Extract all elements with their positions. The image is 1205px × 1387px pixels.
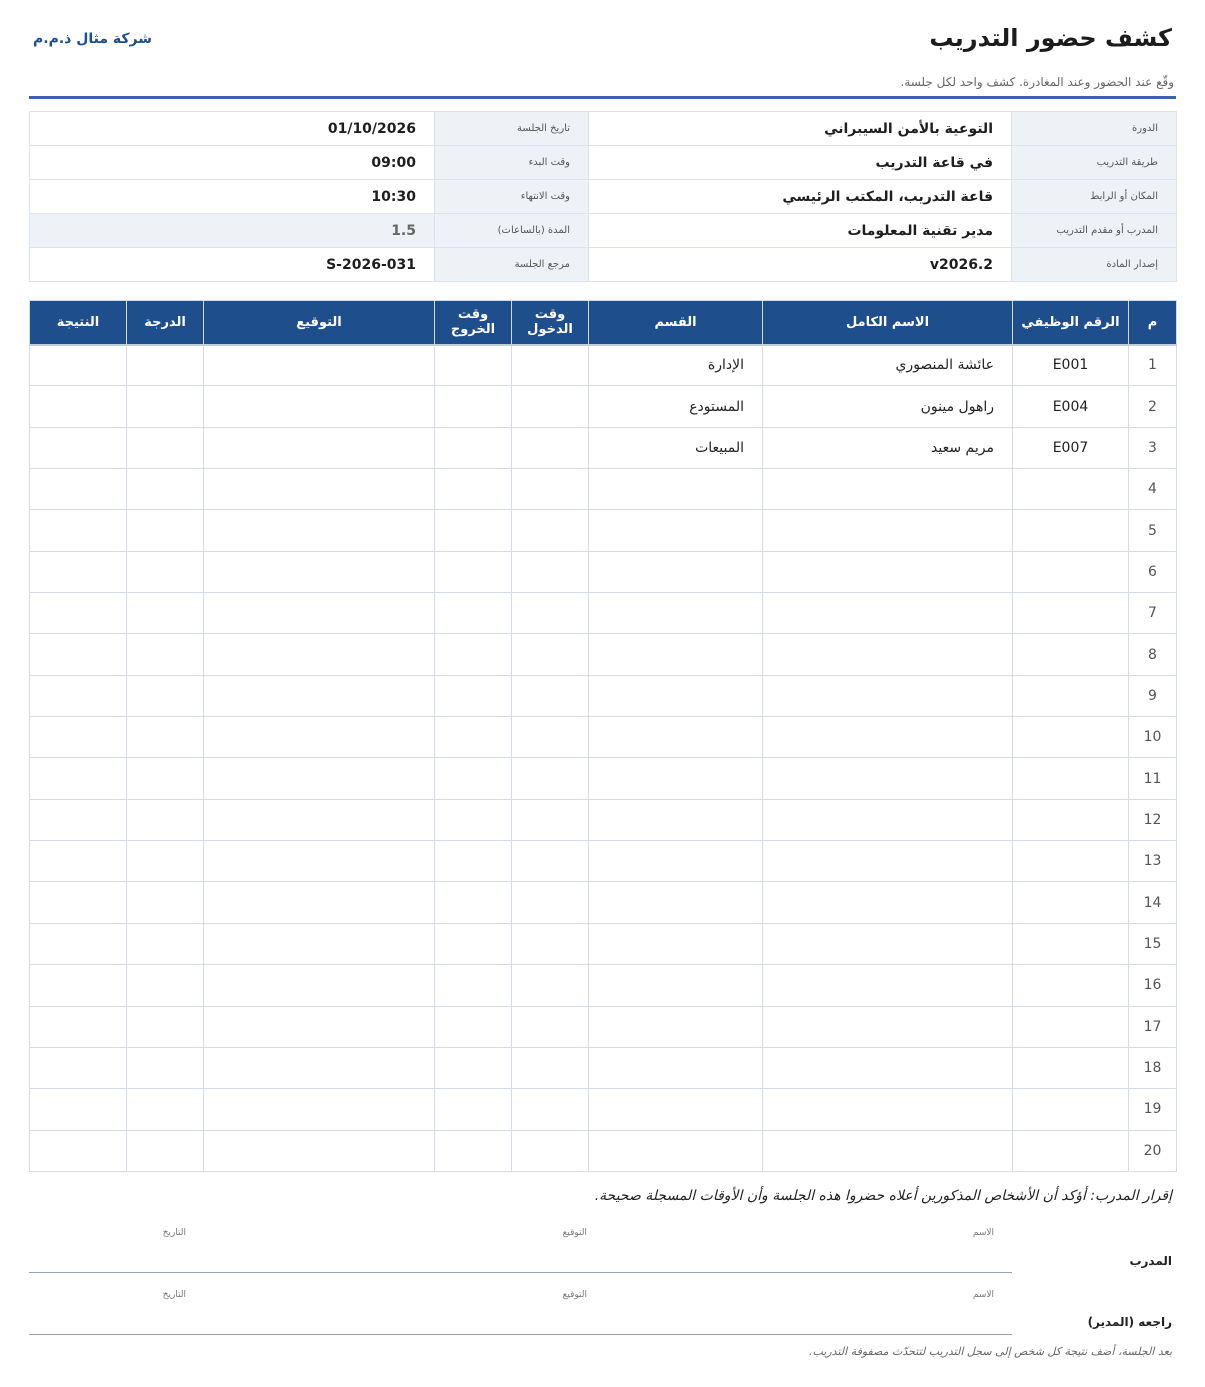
- time-in-cell[interactable]: [512, 634, 589, 675]
- time-in-cell[interactable]: [512, 923, 589, 964]
- time-out-cell[interactable]: [435, 799, 512, 840]
- table-row: [30, 1006, 1177, 1047]
- department-cell[interactable]: المبيعات: [589, 427, 763, 468]
- signature-cell[interactable]: [204, 799, 435, 840]
- employee-id-cell[interactable]: [1013, 469, 1129, 510]
- result-cell[interactable]: [30, 841, 127, 882]
- method-value[interactable]: في قاعة التدريب: [589, 146, 1012, 180]
- signature-cell[interactable]: [204, 510, 435, 551]
- score-cell[interactable]: [127, 717, 204, 758]
- trainer-signature-label: التوقيع: [562, 1228, 587, 1238]
- department-cell[interactable]: [589, 717, 763, 758]
- result-cell[interactable]: [30, 717, 127, 758]
- row-number: 7: [1129, 593, 1177, 634]
- session-ref-label: مرجع الجلسة: [435, 248, 589, 282]
- signature-cell[interactable]: [204, 1089, 435, 1130]
- employee-id-cell[interactable]: [1013, 717, 1129, 758]
- department-cell[interactable]: [589, 965, 763, 1006]
- info-row-method: [30, 146, 1177, 180]
- row-number: 6: [1129, 551, 1177, 592]
- employee-id-cell[interactable]: E004: [1013, 386, 1129, 427]
- department-cell[interactable]: المستودع: [589, 386, 763, 427]
- score-cell[interactable]: [127, 551, 204, 592]
- time-out-cell[interactable]: [435, 510, 512, 551]
- row-number: 15: [1129, 923, 1177, 964]
- employee-id-cell[interactable]: [1013, 551, 1129, 592]
- attendance-header-row: [30, 301, 1177, 345]
- full-name-cell[interactable]: [763, 841, 1013, 882]
- col-header-signature: التوقيع: [204, 301, 435, 345]
- department-cell[interactable]: [589, 510, 763, 551]
- result-cell[interactable]: [30, 1006, 127, 1047]
- time-in-cell[interactable]: [512, 675, 589, 716]
- duration-label: المدة (بالساعات): [435, 214, 589, 248]
- reviewer-role-label: راجعه (المدير): [1087, 1315, 1172, 1329]
- table-row: [30, 345, 1177, 386]
- end-time-label: وقت الانتهاء: [435, 180, 589, 214]
- time-in-cell[interactable]: [512, 717, 589, 758]
- session-info-grid: [29, 111, 1177, 282]
- table-row: [30, 841, 1177, 882]
- row-number: 8: [1129, 634, 1177, 675]
- time-out-cell[interactable]: [435, 469, 512, 510]
- reviewer-signature-line[interactable]: [29, 1334, 1012, 1335]
- table-row: [30, 469, 1177, 510]
- signature-cell[interactable]: [204, 717, 435, 758]
- full-name-cell[interactable]: [763, 1047, 1013, 1088]
- score-cell[interactable]: [127, 510, 204, 551]
- row-number: 5: [1129, 510, 1177, 551]
- department-cell[interactable]: [589, 634, 763, 675]
- signature-cell[interactable]: [204, 923, 435, 964]
- result-cell[interactable]: [30, 758, 127, 799]
- row-number: 18: [1129, 1047, 1177, 1088]
- result-cell[interactable]: [30, 551, 127, 592]
- full-name-cell[interactable]: [763, 551, 1013, 592]
- row-number: 14: [1129, 882, 1177, 923]
- full-name-cell[interactable]: [763, 510, 1013, 551]
- score-cell[interactable]: [127, 675, 204, 716]
- row-number: 1: [1129, 345, 1177, 386]
- time-out-cell[interactable]: [435, 386, 512, 427]
- attendance-table: [29, 300, 1177, 1172]
- reviewer-date-label: التاريخ: [162, 1290, 186, 1300]
- time-in-cell[interactable]: [512, 593, 589, 634]
- row-number: 16: [1129, 965, 1177, 1006]
- signature-cell[interactable]: [204, 634, 435, 675]
- table-row: [30, 758, 1177, 799]
- department-cell[interactable]: [589, 469, 763, 510]
- signature-cell[interactable]: [204, 593, 435, 634]
- table-row: [30, 882, 1177, 923]
- employee-id-cell[interactable]: [1013, 1047, 1129, 1088]
- time-out-cell[interactable]: [435, 1047, 512, 1088]
- signature-cell[interactable]: [204, 469, 435, 510]
- row-number: 20: [1129, 1130, 1177, 1171]
- trainer-declaration: إقرار المدرب: أؤكد أن الأشخاص المذكورين أعلاه حضروا هذه الجلسة وأن الأوقات المسجلة صحيحة.: [594, 1188, 1172, 1204]
- full-name-cell[interactable]: [763, 965, 1013, 1006]
- session-date-value[interactable]: 01/10/2026: [30, 112, 435, 146]
- info-row-trainer: [30, 214, 1177, 248]
- table-row: [30, 923, 1177, 964]
- time-out-cell[interactable]: [435, 882, 512, 923]
- employee-id-cell[interactable]: [1013, 758, 1129, 799]
- time-out-cell[interactable]: [435, 923, 512, 964]
- full-name-cell[interactable]: [763, 1130, 1013, 1171]
- score-cell[interactable]: [127, 427, 204, 468]
- full-name-cell[interactable]: مريم سعيد: [763, 427, 1013, 468]
- trainer-signature-line[interactable]: [29, 1272, 1012, 1273]
- table-row: [30, 675, 1177, 716]
- col-header-score: الدرجة: [127, 301, 204, 345]
- info-row-course: [30, 112, 1177, 146]
- time-in-cell[interactable]: [512, 1089, 589, 1130]
- duration-value: 1.5: [30, 214, 435, 248]
- employee-id-cell[interactable]: [1013, 634, 1129, 675]
- row-number: 13: [1129, 841, 1177, 882]
- end-time-value[interactable]: 10:30: [30, 180, 435, 214]
- full-name-cell[interactable]: [763, 634, 1013, 675]
- signature-cell[interactable]: [204, 965, 435, 1006]
- signature-cell[interactable]: [204, 882, 435, 923]
- full-name-cell[interactable]: [763, 882, 1013, 923]
- result-cell[interactable]: [30, 675, 127, 716]
- employee-id-cell[interactable]: [1013, 841, 1129, 882]
- score-cell[interactable]: [127, 1089, 204, 1130]
- table-row: [30, 717, 1177, 758]
- row-number: 2: [1129, 386, 1177, 427]
- signature-cell[interactable]: [204, 345, 435, 386]
- time-in-cell[interactable]: [512, 1047, 589, 1088]
- score-cell[interactable]: [127, 758, 204, 799]
- signature-cell[interactable]: [204, 1006, 435, 1047]
- row-number: 11: [1129, 758, 1177, 799]
- score-cell[interactable]: [127, 1130, 204, 1171]
- header-divider: [29, 96, 1176, 99]
- employee-id-cell[interactable]: [1013, 675, 1129, 716]
- result-cell[interactable]: [30, 345, 127, 386]
- employee-id-cell[interactable]: [1013, 593, 1129, 634]
- score-cell[interactable]: [127, 841, 204, 882]
- score-cell[interactable]: [127, 799, 204, 840]
- location-value[interactable]: قاعة التدريب، المكتب الرئيسي: [589, 180, 1012, 214]
- time-in-cell[interactable]: [512, 799, 589, 840]
- score-cell[interactable]: [127, 1047, 204, 1088]
- trainer-label: المدرب أو مقدم التدريب: [1012, 214, 1177, 248]
- result-cell[interactable]: [30, 469, 127, 510]
- employee-id-cell[interactable]: [1013, 1006, 1129, 1047]
- time-in-cell[interactable]: [512, 1130, 589, 1171]
- signature-cell[interactable]: [204, 551, 435, 592]
- session-date-label: تاريخ الجلسة: [435, 112, 589, 146]
- row-number: 19: [1129, 1089, 1177, 1130]
- full-name-cell[interactable]: [763, 1089, 1013, 1130]
- department-cell[interactable]: الإدارة: [589, 345, 763, 386]
- signature-cell[interactable]: [204, 758, 435, 799]
- start-time-value[interactable]: 09:00: [30, 146, 435, 180]
- department-cell[interactable]: [589, 882, 763, 923]
- score-cell[interactable]: [127, 345, 204, 386]
- row-number: 4: [1129, 469, 1177, 510]
- trainer-date-label: التاريخ: [162, 1228, 186, 1238]
- course-value[interactable]: التوعية بالأمن السيبراني: [589, 112, 1012, 146]
- table-row: [30, 1130, 1177, 1171]
- full-name-cell[interactable]: عائشة المنصوري: [763, 345, 1013, 386]
- row-number: 9: [1129, 675, 1177, 716]
- result-cell[interactable]: [30, 386, 127, 427]
- table-row: [30, 799, 1177, 840]
- col-header-time-in: وقت الدخول: [512, 301, 589, 345]
- result-cell[interactable]: [30, 1130, 127, 1171]
- time-out-cell[interactable]: [435, 675, 512, 716]
- signature-cell[interactable]: [204, 1130, 435, 1171]
- session-ref-value[interactable]: S-2026-031: [30, 248, 435, 282]
- score-cell[interactable]: [127, 882, 204, 923]
- time-out-cell[interactable]: [435, 965, 512, 1006]
- full-name-cell[interactable]: [763, 758, 1013, 799]
- trainer-role-label: المدرب: [1129, 1254, 1172, 1268]
- result-cell[interactable]: [30, 1089, 127, 1130]
- table-row: [30, 593, 1177, 634]
- employee-id-cell[interactable]: E001: [1013, 345, 1129, 386]
- time-in-cell[interactable]: [512, 1006, 589, 1047]
- info-row-version: [30, 248, 1177, 282]
- department-cell[interactable]: [589, 1130, 763, 1171]
- employee-id-cell[interactable]: [1013, 923, 1129, 964]
- footnote: بعد الجلسة، أضف نتيجة كل شخص إلى سجل التدريب لتتحدّث مصفوفة التدريب.: [809, 1345, 1172, 1358]
- department-cell[interactable]: [589, 841, 763, 882]
- full-name-cell[interactable]: [763, 1006, 1013, 1047]
- row-number: 12: [1129, 799, 1177, 840]
- result-cell[interactable]: [30, 1047, 127, 1088]
- full-name-cell[interactable]: [763, 675, 1013, 716]
- time-out-cell[interactable]: [435, 1006, 512, 1047]
- time-out-cell[interactable]: [435, 1130, 512, 1171]
- course-label: الدورة: [1012, 112, 1177, 146]
- time-in-cell[interactable]: [512, 427, 589, 468]
- row-number: 3: [1129, 427, 1177, 468]
- time-out-cell[interactable]: [435, 1089, 512, 1130]
- version-label: إصدار المادة: [1012, 248, 1177, 282]
- score-cell[interactable]: [127, 965, 204, 1006]
- employee-id-cell[interactable]: [1013, 799, 1129, 840]
- result-cell[interactable]: [30, 593, 127, 634]
- col-header-emp-id: الرقم الوظيفي: [1013, 301, 1129, 345]
- department-cell[interactable]: [589, 1089, 763, 1130]
- time-out-cell[interactable]: [435, 345, 512, 386]
- time-out-cell[interactable]: [435, 634, 512, 675]
- full-name-cell[interactable]: راهول مينون: [763, 386, 1013, 427]
- col-header-time-out: وقت الخروج: [435, 301, 512, 345]
- reviewer-name-label: الاسم: [972, 1290, 994, 1300]
- trainer-name-label: الاسم: [972, 1228, 994, 1238]
- time-out-cell[interactable]: [435, 841, 512, 882]
- table-row: [30, 965, 1177, 1006]
- reviewer-signature-label: التوقيع: [562, 1290, 587, 1300]
- page-subtitle: وقّع عند الحضور وعند المغادرة. كشف واحد لكل جلسة.: [900, 75, 1174, 89]
- attendance-sheet-page: [29, 0, 1176, 1387]
- result-cell[interactable]: [30, 882, 127, 923]
- full-name-cell[interactable]: [763, 717, 1013, 758]
- time-in-cell[interactable]: [512, 386, 589, 427]
- method-label: طريقة التدريب: [1012, 146, 1177, 180]
- col-header-name: الاسم الكامل: [763, 301, 1013, 345]
- location-label: المكان أو الرابط: [1012, 180, 1177, 214]
- company-name: شركة مثال ذ.م.م: [33, 31, 152, 47]
- trainer-value[interactable]: مدير تقنية المعلومات: [589, 214, 1012, 248]
- full-name-cell[interactable]: [763, 799, 1013, 840]
- col-header-num: م: [1129, 301, 1177, 345]
- department-cell[interactable]: [589, 799, 763, 840]
- signature-cell[interactable]: [204, 386, 435, 427]
- department-cell[interactable]: [589, 1047, 763, 1088]
- time-in-cell[interactable]: [512, 345, 589, 386]
- score-cell[interactable]: [127, 386, 204, 427]
- employee-id-cell[interactable]: [1013, 882, 1129, 923]
- result-cell[interactable]: [30, 510, 127, 551]
- row-number: 10: [1129, 717, 1177, 758]
- department-cell[interactable]: [589, 758, 763, 799]
- score-cell[interactable]: [127, 634, 204, 675]
- time-out-cell[interactable]: [435, 593, 512, 634]
- row-number: 17: [1129, 1006, 1177, 1047]
- signature-cell[interactable]: [204, 675, 435, 716]
- table-row: [30, 634, 1177, 675]
- full-name-cell[interactable]: [763, 923, 1013, 964]
- table-row: [30, 551, 1177, 592]
- attendance-body: [30, 345, 1177, 1172]
- table-row: [30, 510, 1177, 551]
- time-in-cell[interactable]: [512, 469, 589, 510]
- employee-id-cell[interactable]: [1013, 510, 1129, 551]
- info-row-location: [30, 180, 1177, 214]
- employee-id-cell[interactable]: [1013, 965, 1129, 1006]
- department-cell[interactable]: [589, 1006, 763, 1047]
- table-row: [30, 386, 1177, 427]
- full-name-cell[interactable]: [763, 593, 1013, 634]
- signature-cell[interactable]: [204, 841, 435, 882]
- result-cell[interactable]: [30, 427, 127, 468]
- time-out-cell[interactable]: [435, 551, 512, 592]
- signature-cell[interactable]: [204, 1047, 435, 1088]
- start-time-label: وقت البدء: [435, 146, 589, 180]
- score-cell[interactable]: [127, 1006, 204, 1047]
- version-value[interactable]: v2026.2: [589, 248, 1012, 282]
- employee-id-cell[interactable]: [1013, 1130, 1129, 1171]
- department-cell[interactable]: [589, 675, 763, 716]
- table-row: [30, 427, 1177, 468]
- time-in-cell[interactable]: [512, 510, 589, 551]
- score-cell[interactable]: [127, 469, 204, 510]
- table-row: [30, 1047, 1177, 1088]
- time-in-cell[interactable]: [512, 758, 589, 799]
- score-cell[interactable]: [127, 593, 204, 634]
- time-out-cell[interactable]: [435, 758, 512, 799]
- time-out-cell[interactable]: [435, 717, 512, 758]
- time-in-cell[interactable]: [512, 965, 589, 1006]
- full-name-cell[interactable]: [763, 469, 1013, 510]
- department-cell[interactable]: [589, 551, 763, 592]
- time-in-cell[interactable]: [512, 551, 589, 592]
- table-row: [30, 1089, 1177, 1130]
- result-cell[interactable]: [30, 923, 127, 964]
- col-header-dept: القسم: [589, 301, 763, 345]
- time-in-cell[interactable]: [512, 841, 589, 882]
- time-out-cell[interactable]: [435, 427, 512, 468]
- time-in-cell[interactable]: [512, 882, 589, 923]
- department-cell[interactable]: [589, 593, 763, 634]
- employee-id-cell[interactable]: E007: [1013, 427, 1129, 468]
- signature-cell[interactable]: [204, 427, 435, 468]
- result-cell[interactable]: [30, 799, 127, 840]
- col-header-result: النتيجة: [30, 301, 127, 345]
- department-cell[interactable]: [589, 923, 763, 964]
- employee-id-cell[interactable]: [1013, 1089, 1129, 1130]
- score-cell[interactable]: [127, 923, 204, 964]
- result-cell[interactable]: [30, 634, 127, 675]
- page-title: كشف حضور التدريب: [929, 24, 1172, 52]
- result-cell[interactable]: [30, 965, 127, 1006]
